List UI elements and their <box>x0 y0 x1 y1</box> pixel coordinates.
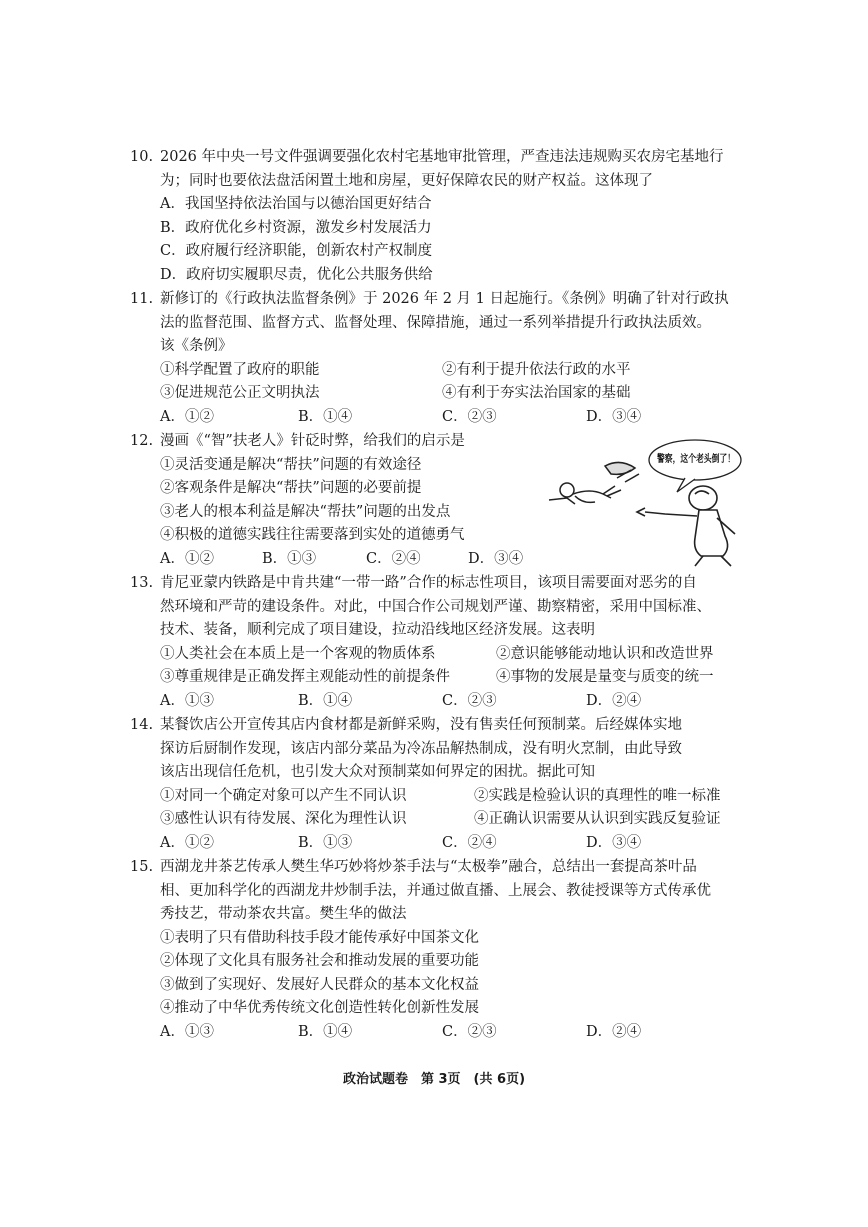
statement-4: ④有利于夯实法治国家的基础 <box>442 385 631 401</box>
choice-a: A．①③ <box>160 1023 214 1040</box>
question-number: 15. <box>130 859 154 875</box>
stem-line: 秀技艺，带动茶农共富。樊生华的做法 <box>160 906 407 922</box>
choice-c: C．②④ <box>442 834 497 851</box>
choice-c: C．②③ <box>442 692 497 709</box>
statement-1: ①表明了只有借助科技手段才能传承好中国茶文化 <box>160 929 479 946</box>
stem-line: 然环境和严苛的建设条件。对此，中国合作公司规划严谨、勘察精密，采用中国标准、 <box>160 598 711 615</box>
fallen-old-man-icon <box>549 462 639 504</box>
question-13 <box>130 572 750 713</box>
choice-row <box>160 406 750 430</box>
speech-bubble-text: 警察，这个老头倒了！ <box>657 454 757 465</box>
choice-row <box>160 1021 750 1045</box>
statement-3: ③尊重规律是正确发挥主观能动性的前提条件 <box>160 669 450 685</box>
question-number: 13. <box>130 575 154 591</box>
choice-a: A．①② <box>160 834 214 851</box>
question-10 <box>130 146 750 287</box>
stem-line: 该《条例》 <box>160 338 233 354</box>
stem-line: 西湖龙井茶艺传承人樊生华巧妙将炒茶手法与“太极拳”融合，总结出一套提高茶叶品 <box>160 859 697 875</box>
stem-line: 探访后厨制作发现，该店内部分菜品为冷冻品解热制成，没有明火烹制，由此导致 <box>160 740 682 757</box>
cartoon-illustration <box>545 438 757 568</box>
page-footer: 政治试题卷 第 3页 (共 6页) <box>342 1072 526 1087</box>
choice-a: A．①② <box>160 408 214 425</box>
option-d: D．政府切实履职尽责，优化公共服务供给 <box>160 266 433 283</box>
stem-line: 为；同时也要依法盘活闲置土地和房屋，更好保障农民的财产权益。这体现了 <box>160 172 653 189</box>
choice-b: B．①④ <box>298 692 353 709</box>
stem-line: 肯尼亚蒙内铁路是中肯共建“一带一路”合作的标志性项目，该项目需要面对恶劣的自 <box>160 575 697 591</box>
question-number: 14. <box>130 717 154 733</box>
question-stem <box>160 572 750 643</box>
statement-row <box>160 643 750 667</box>
question-number: 11. <box>130 291 154 307</box>
stem-line: 技术、装备，顺利完成了项目建设，拉动沿线地区经济发展。这表明 <box>160 622 595 638</box>
option-b: B．政府优化乡村资源，激发乡村发展活力 <box>160 219 432 236</box>
pointing-man-icon <box>637 486 735 566</box>
choice-d: D．②④ <box>586 1023 642 1040</box>
choice-c: C．②③ <box>442 1023 497 1040</box>
choice-b: B．①④ <box>298 1023 353 1040</box>
stem-line: 该店出现信任危机，也引发大众对预制菜如何界定的困扰。据此可知 <box>160 764 595 780</box>
question-stem <box>160 288 750 359</box>
question-number: 12. <box>130 433 154 449</box>
statement-3: ③感性认识有待发展、深化为理性认识 <box>160 811 407 827</box>
choice-b: B．①③ <box>262 550 317 567</box>
statement-row <box>160 666 750 690</box>
option-c: C．政府履行经济职能，创新农村产权制度 <box>160 243 433 259</box>
statement-2: ②有利于提升依法行政的水平 <box>442 361 631 378</box>
choice-row <box>160 690 750 714</box>
statement-4: ④事物的发展是量变与质变的统一 <box>496 669 714 685</box>
statement-1: ①对同一个确定对象可以产生不同认识 <box>160 787 407 804</box>
statement-2: ②意识能够能动地认识和改造世界 <box>496 645 714 662</box>
statement-4: ④推动了中华优秀传统文化创造性转化创新性发展 <box>160 1000 479 1016</box>
speech-bubble <box>649 440 757 492</box>
choice-b: B．①③ <box>298 834 353 851</box>
statement-2: ②客观条件是解决“帮扶”问题的必要前提 <box>160 480 422 496</box>
question-stem <box>160 146 750 193</box>
stem-line: 漫画《“智”扶老人》针砭时弊，给我们的启示是 <box>160 433 465 449</box>
choice-c: C．②③ <box>442 408 497 425</box>
statement-4: ④积极的道德实践往往需要落到实处的道德勇气 <box>160 527 465 543</box>
statement-row <box>160 359 750 383</box>
choice-d: D．③④ <box>468 550 524 567</box>
choice-b: B．①④ <box>298 408 353 425</box>
statement-1: ①科学配置了政府的职能 <box>160 361 320 378</box>
choice-d: D．②④ <box>586 692 642 709</box>
statement-row <box>160 382 750 406</box>
stem-line: 法的监督范围、监督方式、监督处理、保障措施，通过一系列举措提升行政执法质效。 <box>160 314 711 331</box>
statement-3: ③促进规范公正文明执法 <box>160 385 320 401</box>
stem-line: 相、更加科学化的西湖龙井炒制手法，并通过做直播、上展会、教徒授课等方式传承优 <box>160 882 711 899</box>
statement-3: ③老人的根本利益是解决“帮扶”问题的出发点 <box>160 503 451 520</box>
statement-1: ①灵活变通是解决“帮扶”问题的有效途径 <box>160 456 422 473</box>
choice-d: D．③④ <box>586 408 642 425</box>
stem-line: 新修订的《行政执法监督条例》于 2026 年 2 月 1 日起施行。《条例》明确了针对行政执 <box>160 291 729 307</box>
statement-3: ③做到了实现好、发展好人民群众的基本文化权益 <box>160 976 479 993</box>
question-15 <box>130 856 750 1044</box>
choice-a: A．①② <box>160 550 214 567</box>
question-number: 10. <box>130 149 154 165</box>
question-stem <box>160 856 750 927</box>
statement-1: ①人类社会在本质上是一个客观的物质体系 <box>160 645 436 662</box>
question-stem <box>160 714 750 785</box>
choice-d: D．③④ <box>586 834 642 851</box>
choice-c: C．②④ <box>366 550 421 567</box>
choice-row <box>160 832 750 856</box>
statement-2: ②体现了文化具有服务社会和推动发展的重要功能 <box>160 953 479 969</box>
stem-line: 某餐饮店公开宣传其店内食材都是新鲜采购，没有售卖任何预制菜。后经媒体实地 <box>160 717 682 733</box>
option-a: A．我国坚持依法治国与以德治国更好结合 <box>160 196 432 212</box>
stem-line: 2026 年中央一号文件强调要强化农村宅基地审批管理，严查违法违规购买农房宅基地行 <box>160 149 724 165</box>
statement-row <box>160 808 750 832</box>
choice-a: A．①③ <box>160 692 214 709</box>
statement-row <box>160 785 750 809</box>
statement-2: ②实践是检验认识的真理性的唯一标准 <box>474 787 721 804</box>
statement-4: ④正确认识需要从认识到实践反复验证 <box>474 811 721 827</box>
question-14 <box>130 714 750 855</box>
question-11 <box>130 288 750 429</box>
